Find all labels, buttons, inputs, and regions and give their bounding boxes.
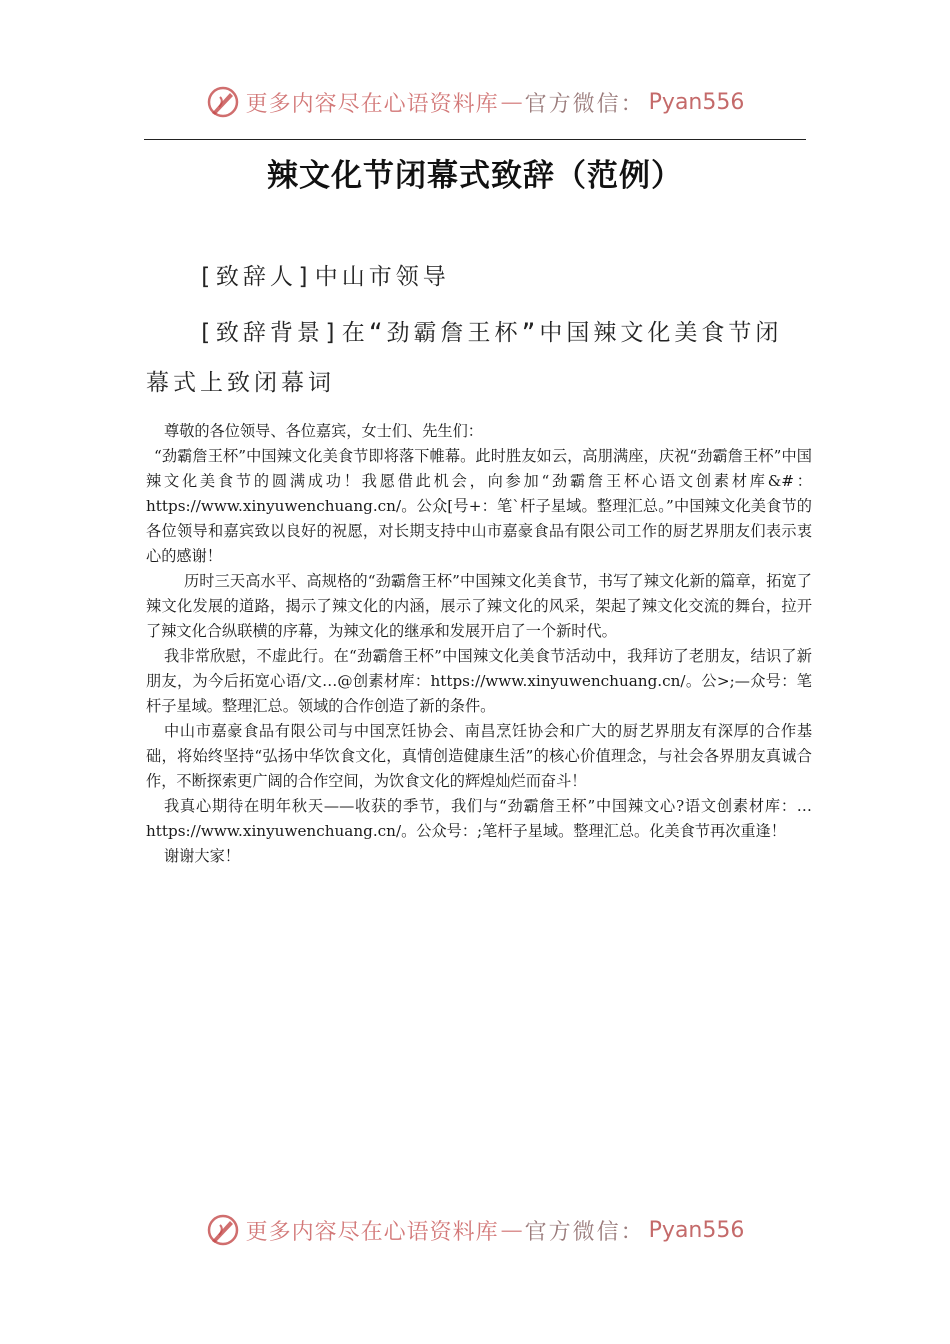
banner-separator: —: [500, 89, 523, 115]
body-paragraph: 历时三天高水平、高规格的“劲霸詹王杯”中国辣文化美食节，书写了辣文化新的篇章，拓宽了辣文化发展的道路，揭示了辣文化的内涵，展示了辣文化的风采，架起了辣文化交流的舞台，拉开了辣文化合纵联横的序幕，为辣文化的继承和发展开启了一个新时代。: [146, 572, 812, 640]
body-paragraph: “劲霸詹王杯”中国辣文化美食节即将落下帷幕。此时胜友如云，高朋满座，庆祝“劲霸詹王杯”中国辣文化美食节的圆满成功！我愿借此机会，向参加“劲霸詹王杯心语文创素材库&#：https://www.xinyuwenchuang.cn/。公众[号+：笔`杆子星域。整理汇总。”中国辣文化美食节的各位领导和嘉宾致以良好的祝愿，对长期支持中山市嘉豪食品有限公司工作的厨艺界朋友们表示衷心的感谢！: [146, 447, 812, 565]
banner-official: 官方微信：: [524, 1219, 645, 1245]
banner-official: 官方微信：: [524, 91, 645, 117]
banner-text: 更多内容尽在心语资料库: [245, 1219, 499, 1245]
footer-banner: [0, 1208, 950, 1252]
background-text: [致辞背景]在“劲霸詹王杯”中国辣文化美食节闭幕式上致闭幕词: [146, 320, 783, 396]
header-rule: [144, 139, 806, 140]
background-line: [146, 308, 808, 408]
banner-wechat-id: Pyan556: [648, 1217, 745, 1243]
pen-logo-icon: [206, 1213, 240, 1247]
banner-text: 更多内容尽在心语资料库: [245, 91, 499, 117]
banner-wechat-id: Pyan556: [648, 89, 745, 115]
body-paragraph: 中山市嘉豪食品有限公司与中国烹饪协会、南昌烹饪协会和广大的厨艺界朋友有深厚的合作基础，将始终坚持“弘扬中华饮食文化，真情创造健康生活”的核心价值理念，与社会各界朋友真诚合作，不断探索更广阔的合作空间，为饮食文化的辉煌灿烂而奋斗！: [146, 722, 812, 790]
header-banner: [0, 80, 950, 124]
salutation-paragraph: 尊敬的各位领导、各位嘉宾，女士们、先生们：: [164, 422, 483, 440]
body-paragraph: 我真心期待在明年秋天——收获的季节，我们与“劲霸詹王杯”中国辣文心?语文创素材库：…https://www.xinyuwenchuang.cn/。公众号：;笔杆子星域。整理汇总。化美食节再次重逢！: [146, 797, 812, 840]
speaker-line: [致辞人]中山市领导: [198, 264, 450, 290]
page-title: 辣文化节闭幕式致辞（范例）: [267, 158, 683, 194]
banner-separator: —: [500, 1217, 523, 1243]
closing-paragraph: 谢谢大家！: [164, 847, 240, 865]
body-paragraph: 我非常欣慰，不虚此行。在“劲霸詹王杯”中国辣文化美食节活动中，我拜访了老朋友，结识了新朋友，为今后拓宽心语/文…@创素材库：https://www.xinyuwenchuang.cn/。公>;—众号：笔杆子星域。整理汇总。领域的合作创造了新的条件。: [146, 647, 812, 715]
pen-logo-icon: [206, 85, 240, 119]
speech-body: [146, 419, 812, 869]
